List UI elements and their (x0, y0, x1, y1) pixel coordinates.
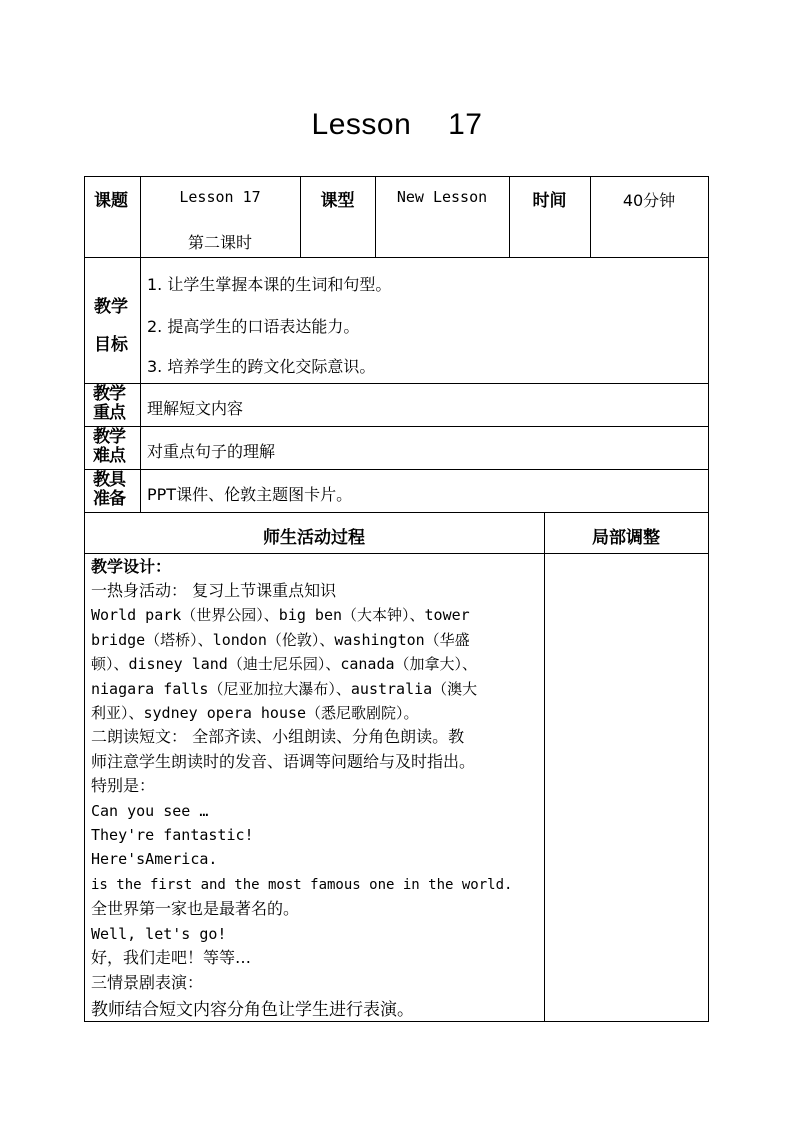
title-word: Lesson (311, 108, 412, 141)
process-line: 好，我们走吧！等等… (91, 948, 252, 968)
process-line: 特别是： (91, 776, 156, 796)
objective-item: 3. 培养学生的跨文化交际意识。 (147, 357, 376, 376)
title-number: 17 (448, 108, 483, 141)
period-value: 第二课时 (187, 233, 252, 252)
difficulties-label (93, 428, 125, 466)
topic-value: Lesson 17 (179, 188, 261, 206)
activity-column-header: 师生活动过程 (263, 528, 365, 548)
process-line: niagara falls（尼亚加拉大瀑布）、australia（澳大 (91, 679, 478, 698)
process-line: 全世界第一家也是最著名的。 (91, 899, 300, 919)
process-line: Well, let's go! (91, 924, 227, 943)
process-line: 顿）、disney land（迪士尼乐园）、canada（加拿大）、 (91, 655, 478, 674)
topic-label: 课题 (94, 191, 128, 211)
difficulties-value: 对重点句子的理解 (147, 442, 276, 461)
materials-value: PPT课件、伦敦主题图卡片。 (147, 485, 353, 504)
process-line: 二朗读短文： 全部齐读、小组朗读、分角色朗读。教 (91, 727, 465, 747)
materials-label-1: 教具 (93, 470, 125, 490)
key-points-label (93, 385, 125, 423)
time-label: 时间 (532, 191, 567, 211)
process-line: 师注意学生朗读时的发音、语调等问题给与及时指出。 (91, 751, 476, 771)
key-points-label-2: 重点 (93, 403, 125, 423)
process-line: bridge（塔桥）、london（伦敦）、washington（华盛 (91, 630, 470, 649)
process-content (91, 555, 543, 1022)
objective-item: 1. 让学生掌握本课的生词和句型。 (147, 275, 392, 294)
key-points-value: 理解短文内容 (147, 399, 244, 418)
objectives-label-1: 教学 (94, 297, 128, 317)
type-value: New Lesson (396, 188, 488, 206)
key-points-label-1: 教学 (93, 384, 125, 404)
process-line: 一热身活动： 复习上节课重点知识 (91, 581, 337, 600)
difficulties-label-1: 教学 (93, 427, 125, 447)
process-line: Can you see … (91, 801, 209, 820)
materials-label-2: 准备 (93, 489, 125, 509)
process-line: 利亚）、sydney opera house（悉尼歌剧院）。 (91, 704, 419, 723)
process-line: 教师结合短文内容分角色让学生进行表演。 (91, 999, 414, 1020)
adjust-column-header: 局部调整 (592, 528, 660, 548)
process-line: 三情景剧表演： (91, 972, 204, 992)
design-heading: 教学设计： (91, 557, 172, 576)
objective-item: 2. 提高学生的口语表达能力。 (147, 317, 360, 336)
process-line: Here'sAmerica. (91, 850, 218, 869)
process-line: They're fantastic! (91, 826, 254, 845)
materials-label (93, 471, 125, 509)
process-line: World park（世界公园）、big ben（大本钟）、tower (91, 606, 470, 625)
process-line: is the first and the most famous one in the world. (91, 876, 513, 893)
time-value: 40分钟 (622, 191, 676, 210)
type-label: 课型 (320, 191, 355, 211)
difficulties-label-2: 难点 (93, 446, 125, 466)
objectives-label-2: 目标 (94, 335, 128, 355)
